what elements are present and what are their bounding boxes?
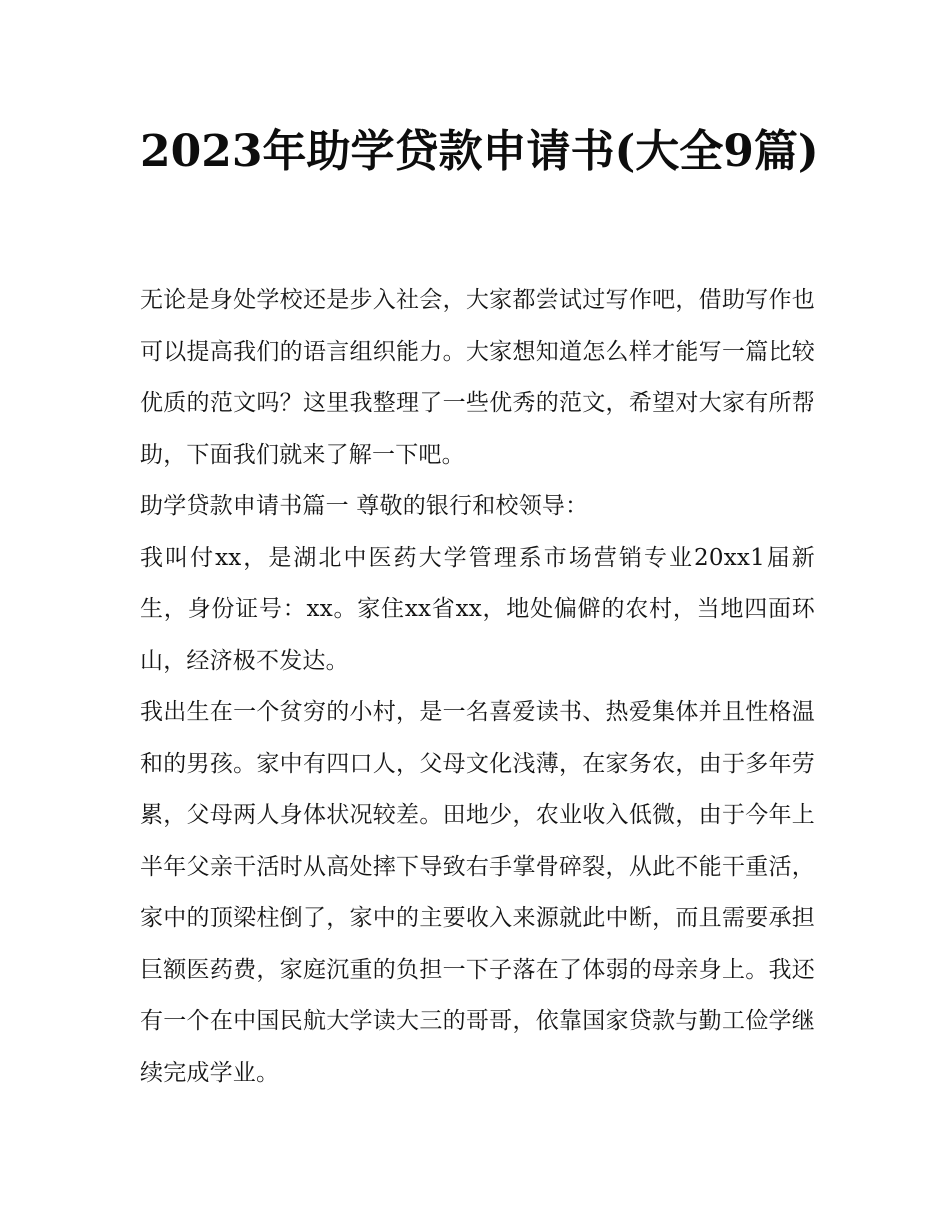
- document-title: 2023年助学贷款申请书(大全9篇): [140, 126, 819, 177]
- intro-paragraph: 无论是身处学校还是步入社会，大家都尝试过写作吧，借助写作也可以提高我们的语言组织能力。大家想知道怎么样才能写一篇比较优质的范文吗？这里我整理了一些优秀的范文，希望对大家有所帮助，下面我们就来了解一下吧。: [140, 287, 815, 468]
- applicant-info-paragraph: 我叫付xx，是湖北中医药大学管理系市场营销专业20xx1届新生，身份证号：xx。家住xx省xx，地处偏僻的农村，当地四面环山，经济极不发达。: [140, 544, 815, 674]
- document-body: [140, 275, 815, 1099]
- family-situation-paragraph: 我出生在一个贫穷的小村，是一名喜爱读书、热爱集体并且性格温和的男孩。家中有四口人，父母文化浅薄，在家务农，由于多年劳累，父母两人身体状况较差。田地少，农业收入低微，由于今年上半年父亲干活时从高处摔下导致右手掌骨碎裂，从此不能干重活，家中的顶梁柱倒了，家中的主要收入来源就此中断，而且需要承担巨额医药费，家庭沉重的负担一下子落在了体弱的母亲身上。我还有一个在中国民航大学读大三的哥哥，依靠国家贷款与勤工俭学继续完成学业。: [140, 699, 815, 1086]
- section-heading-paragraph: 助学贷款申请书篇一 尊敬的银行和校领导：: [140, 493, 589, 519]
